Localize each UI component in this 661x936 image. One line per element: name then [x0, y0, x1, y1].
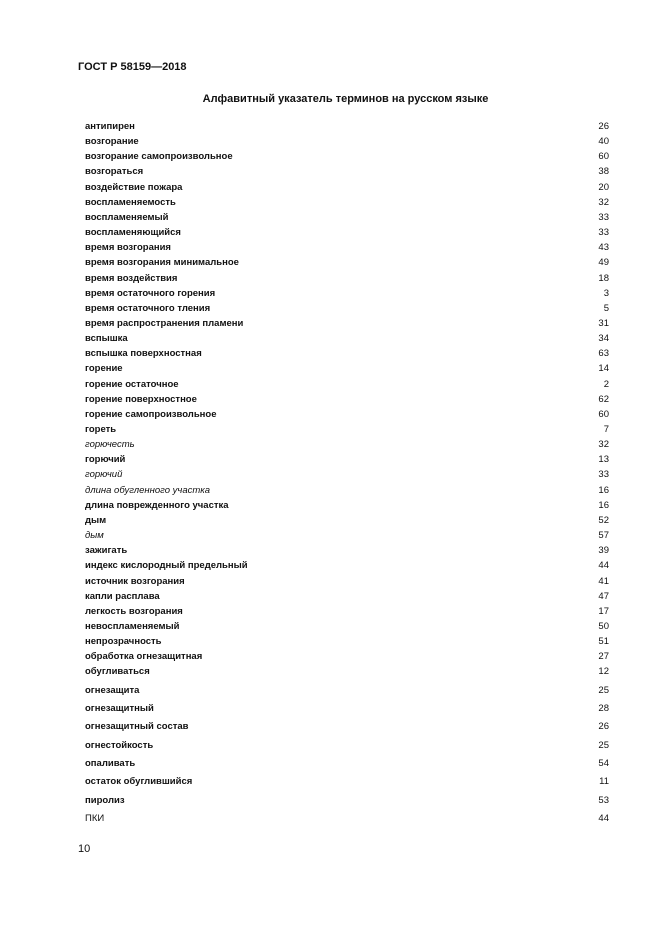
index-entry: [85, 226, 609, 240]
index-page-ref: 43: [598, 242, 609, 253]
index-page-ref: 7: [603, 424, 609, 435]
index-term: дым: [85, 530, 104, 541]
index-term: пиролиз: [85, 795, 125, 806]
index-term: огнестойкость: [85, 740, 154, 751]
index-page-ref: 32: [598, 439, 609, 450]
index-page-ref: 57: [598, 530, 609, 541]
index-term: время остаточного горения: [85, 288, 216, 299]
index-term: ПКИ: [85, 813, 105, 824]
page-number: 10: [78, 843, 91, 855]
index-term: время распространения пламени: [85, 318, 244, 329]
index-entry: [85, 438, 609, 452]
index-term: воспламеняющийся: [85, 227, 181, 238]
index-entry: [85, 120, 609, 134]
index-entry: [85, 211, 609, 225]
index-page-ref: 60: [598, 409, 609, 420]
index-page-ref: 25: [598, 685, 609, 696]
index-page-ref: 14: [598, 363, 609, 374]
index-page-ref: 17: [598, 606, 609, 617]
index-term: возгораться: [85, 166, 144, 177]
index-entry: [85, 529, 609, 543]
index-term: огнезащитный состав: [85, 721, 189, 732]
index-page-ref: 5: [603, 303, 609, 314]
index-page-ref: 34: [598, 333, 609, 344]
index-entry: [85, 135, 609, 149]
index-entry: [85, 468, 609, 482]
index-page-ref: 3: [603, 288, 609, 299]
index-term: вспышка поверхностная: [85, 348, 202, 359]
index-page-ref: 2: [603, 379, 609, 390]
index-term: обработка огнезащитная: [85, 651, 203, 662]
index-term: время остаточного тления: [85, 303, 211, 314]
index-entry: [85, 241, 609, 255]
index-entry: [85, 378, 609, 392]
index-entry: [85, 684, 609, 698]
index-term: воспламеняемость: [85, 197, 176, 208]
index-term: горение остаточное: [85, 379, 179, 390]
index-term: горение поверхностное: [85, 394, 197, 405]
index-page-ref: 32: [598, 197, 609, 208]
index-term: легкость возгорания: [85, 606, 183, 617]
index-entry: [85, 181, 609, 195]
index-page-ref: 39: [598, 545, 609, 556]
index-term: капли расплава: [85, 591, 160, 602]
index-page-ref: 25: [598, 740, 609, 751]
index-term: дым: [85, 515, 107, 526]
index-entry: [85, 393, 609, 407]
index-term: остаток обуглившийся: [85, 776, 193, 787]
index-term: горение: [85, 363, 123, 374]
index-page-ref: 62: [598, 394, 609, 405]
index-entry: [85, 544, 609, 558]
index-term: горючесть: [85, 439, 135, 450]
index-entry: [85, 559, 609, 573]
index-term: время возгорания минимальное: [85, 257, 239, 268]
index-term: опаливать: [85, 758, 136, 769]
index-page-ref: 26: [598, 121, 609, 132]
index-page-ref: 33: [598, 227, 609, 238]
index-entry: [85, 287, 609, 301]
index-page-ref: 31: [598, 318, 609, 329]
index-term: огнезащита: [85, 685, 140, 696]
index-entry: [85, 575, 609, 589]
index-page-ref: 33: [598, 469, 609, 480]
index-term: огнезащитный: [85, 703, 154, 714]
index-entry: [85, 256, 609, 270]
index-entry: [85, 620, 609, 634]
index-entry: [85, 332, 609, 346]
index-term: воспламеняемый: [85, 212, 169, 223]
index-page-ref: 49: [598, 257, 609, 268]
index-term: возгорание: [85, 136, 139, 147]
index-page-ref: 11: [599, 776, 609, 787]
index-page-ref: 28: [598, 703, 609, 714]
index-entry: [85, 775, 609, 789]
index-page-ref: 54: [598, 758, 609, 769]
index-page-ref: 44: [598, 813, 609, 824]
index-term: индекс кислородный предельный: [85, 560, 248, 571]
index-page-ref: 52: [598, 515, 609, 526]
index-entry: [85, 484, 609, 498]
index-term: возгорание самопроизвольное: [85, 151, 233, 162]
index-term: вспышка: [85, 333, 128, 344]
index-term: непрозрачность: [85, 636, 162, 647]
index-term: невоспламеняемый: [85, 621, 180, 632]
index-entry: [85, 635, 609, 649]
index-entry: [85, 453, 609, 467]
index-term: источник возгорания: [85, 576, 185, 587]
index-page-ref: 53: [598, 795, 609, 806]
index-term: обугливаться: [85, 666, 150, 677]
index-entry: [85, 317, 609, 331]
index-entry: [85, 165, 609, 179]
index-entry: [85, 757, 609, 771]
index-term: время воздействия: [85, 273, 178, 284]
index-entry: [85, 665, 609, 679]
index-term: зажигать: [85, 545, 128, 556]
index-entry: [85, 739, 609, 753]
index-entry: [85, 347, 609, 361]
index-entry: [85, 196, 609, 210]
index-entry: [85, 794, 609, 808]
index-page-ref: 47: [598, 591, 609, 602]
index-term: время возгорания: [85, 242, 171, 253]
index-entry: [85, 590, 609, 604]
index-term: горючий: [85, 454, 126, 465]
index-page-ref: 50: [598, 621, 609, 632]
index-page-ref: 16: [598, 500, 609, 511]
index-term: горение самопроизвольное: [85, 409, 217, 420]
index-page-ref: 20: [598, 182, 609, 193]
index-entry: [85, 362, 609, 376]
index-page-ref: 26: [598, 721, 609, 732]
index-term: воздействие пожара: [85, 182, 183, 193]
index-page-ref: 40: [598, 136, 609, 147]
index-entry: [85, 812, 609, 826]
index-page-ref: 18: [598, 273, 609, 284]
index-entry: [85, 423, 609, 437]
index-page-ref: 13: [598, 454, 609, 465]
index-term: гореть: [85, 424, 117, 435]
index-page-ref: 51: [598, 636, 609, 647]
index-entry: [85, 408, 609, 422]
index-entry: [85, 499, 609, 513]
index-entry: [85, 150, 609, 164]
index-entry: [85, 514, 609, 528]
index-entry: [85, 720, 609, 734]
index-entry: [85, 605, 609, 619]
index-page-ref: 63: [598, 348, 609, 359]
index-term: длина поврежденного участка: [85, 500, 229, 511]
index-page-ref: 41: [598, 576, 609, 587]
index-entry: [85, 302, 609, 316]
index-entry: [85, 650, 609, 664]
index-entry: [85, 702, 609, 716]
index-page-ref: 16: [598, 485, 609, 496]
index-entry: [85, 272, 609, 286]
index-page-ref: 38: [598, 166, 609, 177]
index-term: горючий: [85, 469, 123, 480]
index-term: длина обугленного участка: [85, 485, 211, 496]
index-page-ref: 33: [598, 212, 609, 223]
index-page-ref: 12: [598, 666, 609, 677]
document-code: ГОСТ Р 58159—2018: [78, 61, 187, 73]
index-title: Алфавитный указатель терминов на русском языке: [202, 93, 489, 105]
index-term: антипирен: [85, 121, 135, 132]
index-page-ref: 44: [598, 560, 609, 571]
index-page-ref: 27: [598, 651, 609, 662]
index-page-ref: 60: [598, 151, 609, 162]
